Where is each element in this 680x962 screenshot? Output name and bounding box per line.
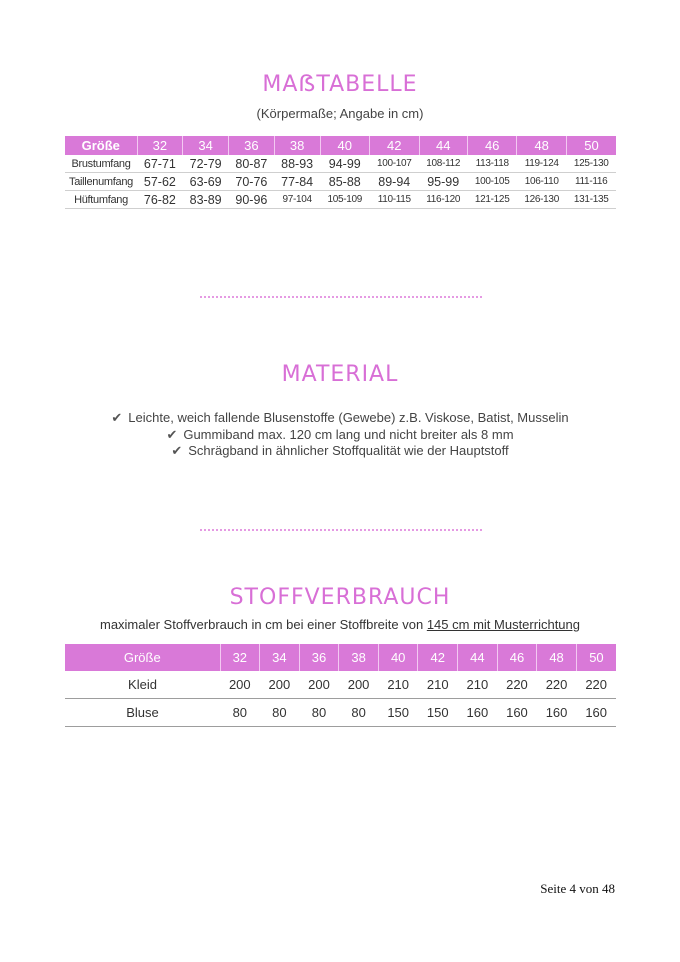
table-cell: 200 <box>299 671 339 699</box>
table-cell: 150 <box>378 699 418 727</box>
masstabelle-subtitle: (Körpermaße; Angabe in cm) <box>256 106 424 121</box>
table-header-row <box>65 644 616 671</box>
table-cell: 70-76 <box>229 173 275 191</box>
header-cell-size: 44 <box>458 644 498 671</box>
table-cell: 160 <box>458 699 498 727</box>
table-cell: 95-99 <box>419 173 467 191</box>
header-cell-size: 34 <box>260 644 300 671</box>
table-cell: 210 <box>418 671 458 699</box>
table-cell: 76-82 <box>137 191 183 209</box>
material-list <box>0 410 680 460</box>
list-item-text: Leichte, weich fallende Blusenstoffe (Gewebe) z.B. Viskose, Batist, Musselin <box>128 410 569 425</box>
stoffverbrauch-note <box>0 617 680 632</box>
table-cell: 121-125 <box>467 191 517 209</box>
table-cell: 116-120 <box>419 191 467 209</box>
header-cell-size: 38 <box>274 136 320 155</box>
table-cell: 125-130 <box>566 155 616 173</box>
header-cell-size: 48 <box>517 136 567 155</box>
decorative-divider <box>200 296 482 298</box>
table-cell: 80 <box>220 699 260 727</box>
table-cell: 105-109 <box>320 191 370 209</box>
table-cell: 160 <box>537 699 577 727</box>
table-cell: 200 <box>260 671 300 699</box>
header-cell-size: 36 <box>299 644 339 671</box>
table-cell: 100-107 <box>370 155 420 173</box>
table-cell: 220 <box>537 671 577 699</box>
list-item <box>0 443 680 460</box>
header-cell-groesse: Größe <box>65 136 137 155</box>
table-cell: 160 <box>497 699 537 727</box>
table-cell: 210 <box>458 671 498 699</box>
table-cell: 83-89 <box>183 191 229 209</box>
table-cell: 89-94 <box>370 173 420 191</box>
header-cell-size: 32 <box>220 644 260 671</box>
table-cell: 88-93 <box>274 155 320 173</box>
note-text: maximaler Stoffverbrauch in cm bei einer Stoffbreite von <box>99 617 427 632</box>
table-cell: 220 <box>576 671 616 699</box>
table-cell: 126-130 <box>517 191 567 209</box>
table-cell: 119-124 <box>517 155 567 173</box>
table-cell: 85-88 <box>320 173 370 191</box>
header-cell-size: 50 <box>576 644 616 671</box>
list-item <box>0 427 680 444</box>
table-row <box>65 155 616 173</box>
header-cell-size: 50 <box>566 136 616 155</box>
table-cell: 220 <box>497 671 537 699</box>
row-label: Hüftumfang <box>65 191 137 209</box>
check-icon: ✔ <box>171 443 183 458</box>
table-cell: 131-135 <box>566 191 616 209</box>
table-cell: 90-96 <box>229 191 275 209</box>
table-cell: 63-69 <box>183 173 229 191</box>
table-cell: 200 <box>220 671 260 699</box>
table-cell: 150 <box>418 699 458 727</box>
table-cell: 80 <box>339 699 379 727</box>
table-row <box>65 671 616 699</box>
row-label: Brustumfang <box>65 155 137 173</box>
header-cell-size: 38 <box>339 644 379 671</box>
table-row <box>65 699 616 727</box>
note-underlined: 145 cm mit Musterrichtung <box>426 617 580 632</box>
header-cell-size: 46 <box>497 644 537 671</box>
stoffverbrauch-title: STOFFVERBRAUCH <box>229 585 451 610</box>
table-cell: 97-104 <box>274 191 320 209</box>
masstabelle-table <box>65 136 616 209</box>
material-title: MATERIAL <box>281 362 399 387</box>
table-cell: 100-105 <box>467 173 517 191</box>
table-cell: 72-79 <box>183 155 229 173</box>
check-icon: ✔ <box>166 426 178 442</box>
row-label: Kleid <box>65 671 220 699</box>
table-header-row <box>65 136 616 155</box>
table-cell: 80 <box>260 699 300 727</box>
row-label: Taillenumfang <box>65 173 137 191</box>
page-number: Seite 4 von 48 <box>540 881 615 896</box>
header-cell-groesse: Größe <box>65 644 220 671</box>
table-cell: 110-115 <box>370 191 420 209</box>
table-cell: 94-99 <box>320 155 370 173</box>
table-cell: 113-118 <box>467 155 517 173</box>
table-cell: 67-71 <box>137 155 183 173</box>
row-label: Bluse <box>65 699 220 727</box>
header-cell-size: 40 <box>320 136 370 155</box>
header-cell-size: 34 <box>183 136 229 155</box>
list-item-text: Schrägband in ähnlicher Stoffqualität wie der Hauptstoff <box>188 443 509 458</box>
header-cell-size: 36 <box>229 136 275 155</box>
header-cell-size: 42 <box>370 136 420 155</box>
table-row <box>65 173 616 191</box>
table-cell: 200 <box>339 671 379 699</box>
table-cell: 210 <box>378 671 418 699</box>
table-row <box>65 191 616 209</box>
decorative-divider <box>200 529 482 531</box>
table-cell: 57-62 <box>137 173 183 191</box>
stoffverbrauch-table <box>65 644 616 727</box>
table-cell: 160 <box>576 699 616 727</box>
header-cell-size: 46 <box>467 136 517 155</box>
table-cell: 77-84 <box>274 173 320 191</box>
masstabelle-title: MAẞTABELLE <box>262 72 418 97</box>
check-icon: ✔ <box>111 410 123 425</box>
list-item <box>0 410 680 427</box>
header-cell-size: 44 <box>419 136 467 155</box>
table-cell: 80 <box>299 699 339 727</box>
table-cell: 108-112 <box>419 155 467 173</box>
table-cell: 80-87 <box>229 155 275 173</box>
table-cell: 111-116 <box>566 173 616 191</box>
header-cell-size: 32 <box>137 136 183 155</box>
header-cell-size: 48 <box>537 644 577 671</box>
header-cell-size: 42 <box>418 644 458 671</box>
header-cell-size: 40 <box>378 644 418 671</box>
table-cell: 106-110 <box>517 173 567 191</box>
list-item-text: Gummiband max. 120 cm lang und nicht breiter als 8 mm <box>183 426 514 442</box>
